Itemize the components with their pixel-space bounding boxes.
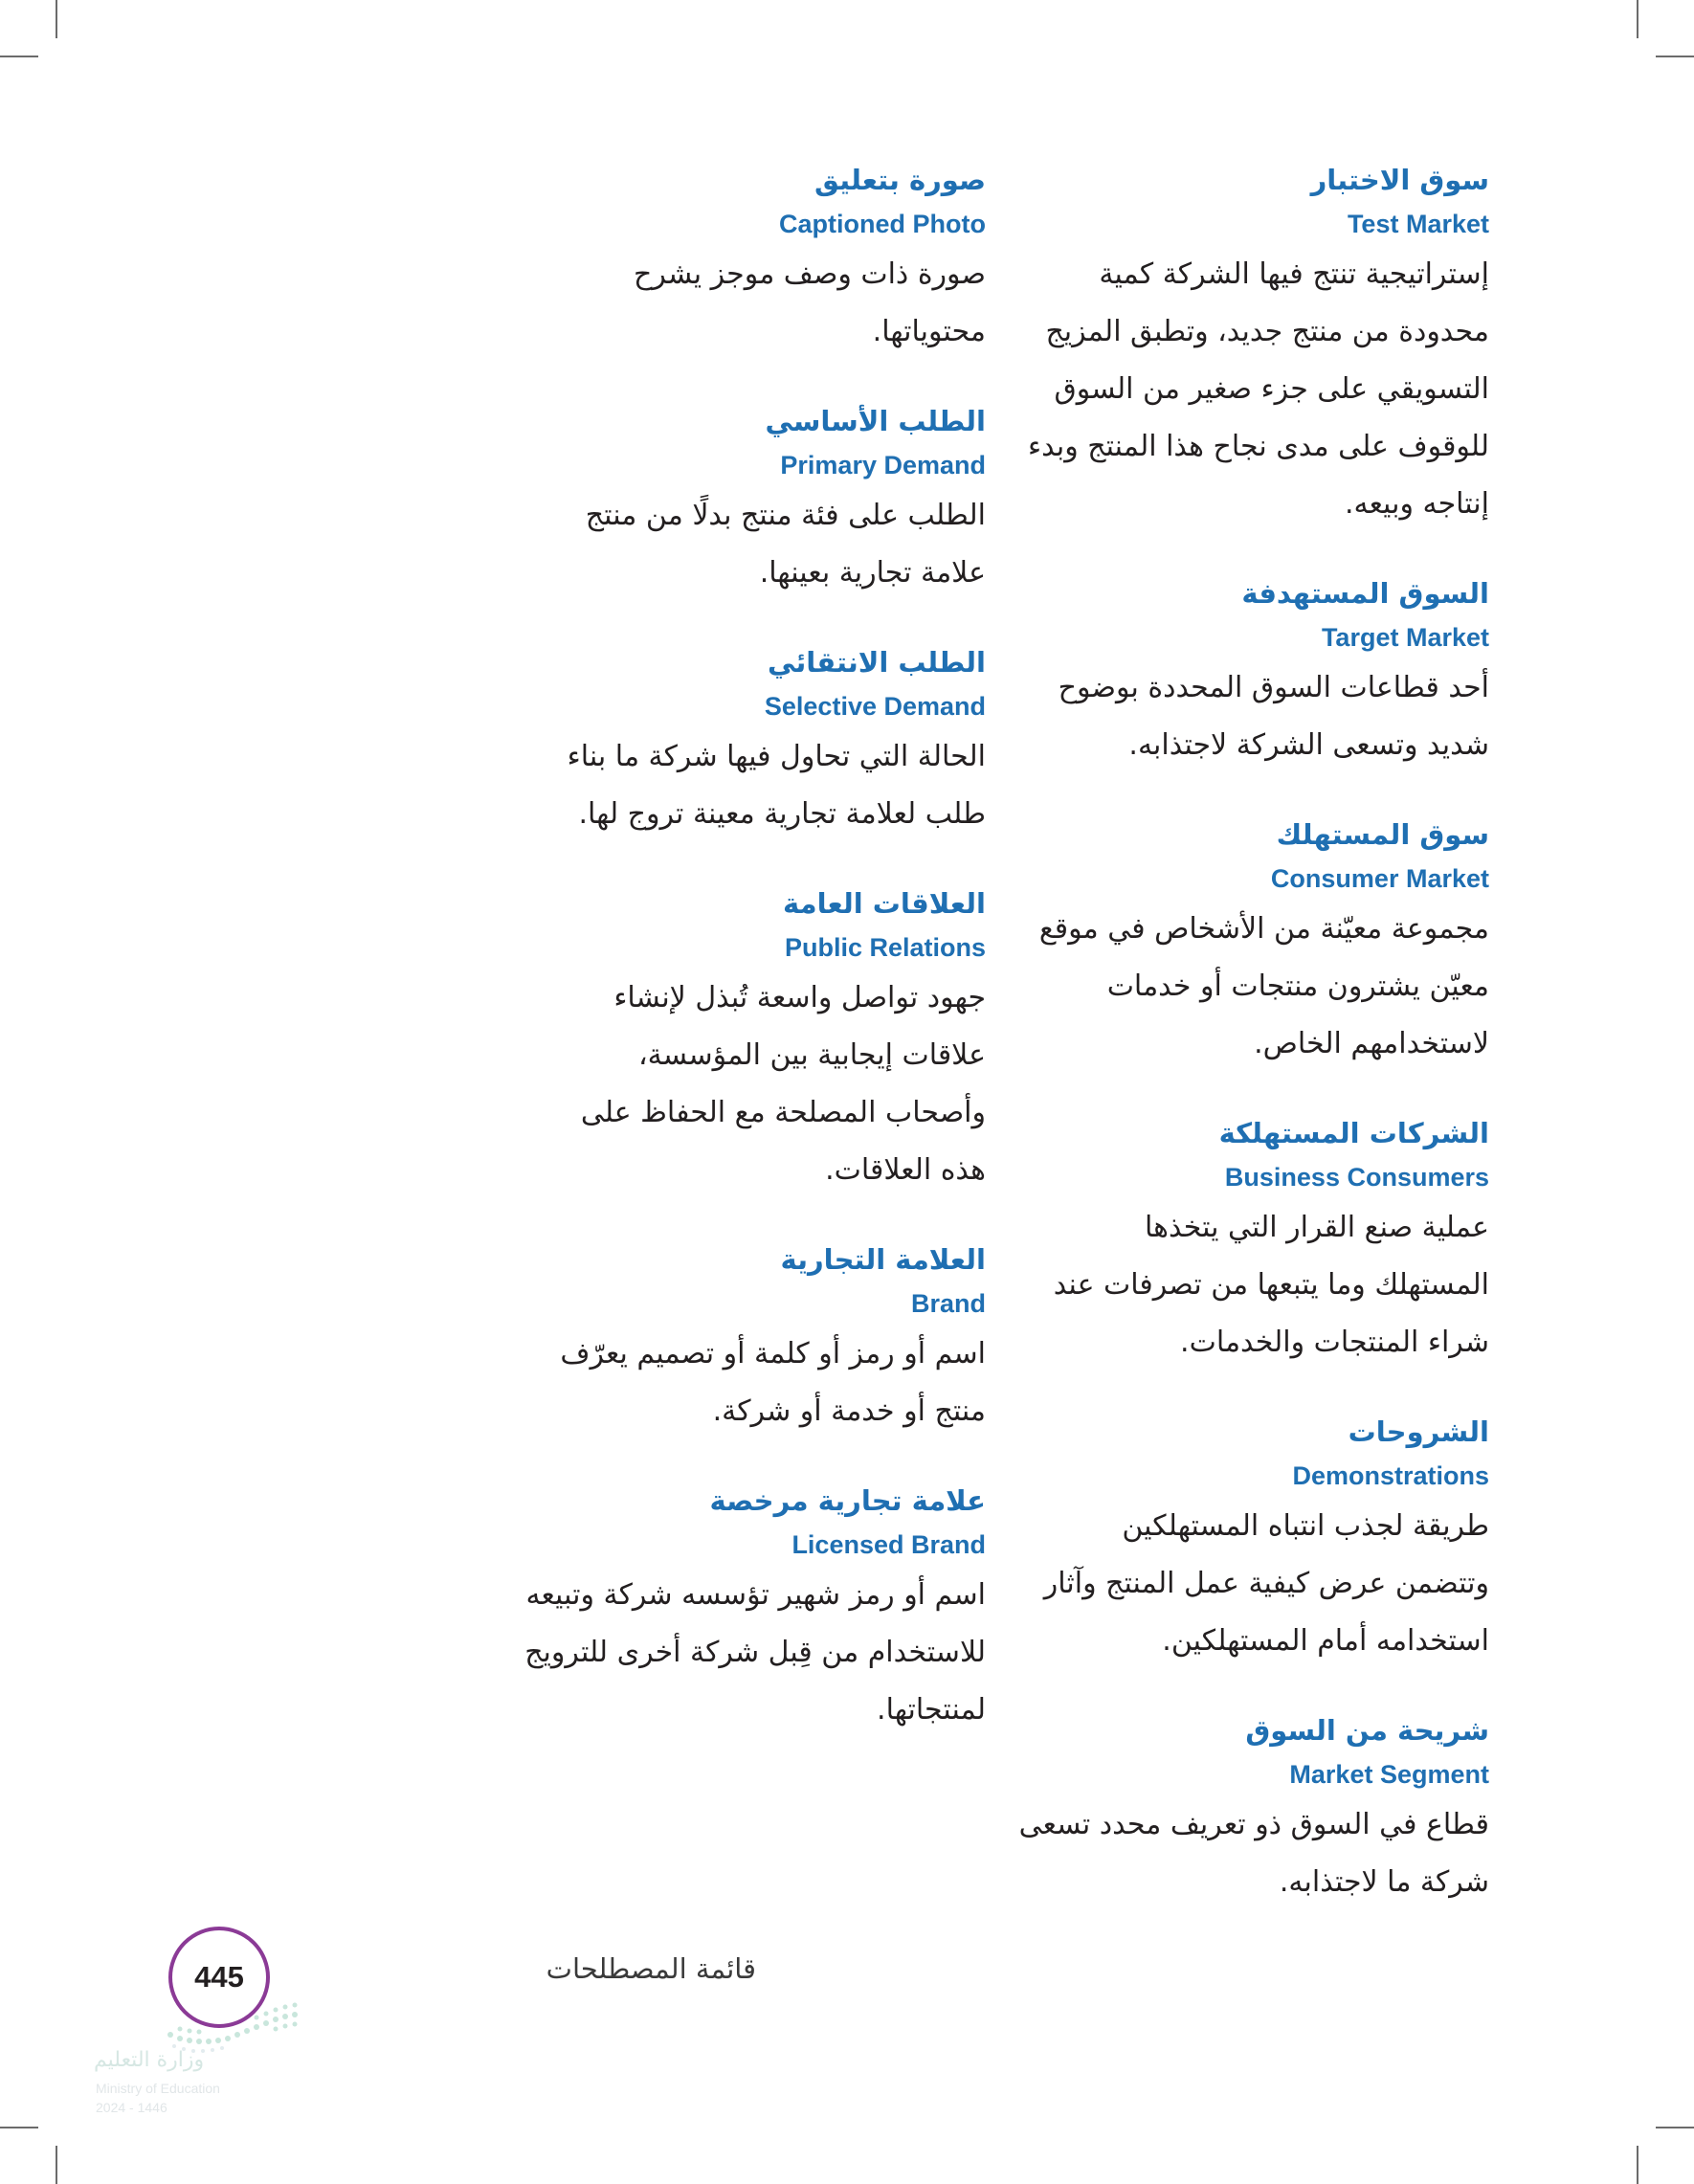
glossary-entry <box>1014 1708 1489 1911</box>
definition-line: الطلب على فئة منتج بدلًا من منتج <box>585 499 986 532</box>
crop-mark <box>56 2146 57 2184</box>
term-arabic: سوق الاختبار <box>1310 164 1489 196</box>
definition-line: لمنتجاتها. <box>877 1693 986 1727</box>
crop-mark <box>56 0 57 38</box>
term-arabic: السوق المستهدفة <box>1241 577 1489 610</box>
term-english: Public Relations <box>784 933 986 962</box>
crop-mark <box>0 2127 38 2128</box>
term-arabic: الطلب الأساسي <box>765 405 986 437</box>
definition-line: هذه العلاقات. <box>825 1153 986 1187</box>
term-english: Brand <box>910 1289 986 1318</box>
definition-line: شركة ما لاجتذابه. <box>1279 1865 1489 1899</box>
term-arabic: العلامة التجارية <box>780 1243 986 1276</box>
glossary-entry <box>1014 1410 1489 1670</box>
section-title: قائمة المصطلحات <box>546 1952 756 1985</box>
crop-mark <box>0 56 38 57</box>
definition-line: المستهلك وما يتبعها من تصرفات عند <box>1053 1268 1489 1302</box>
definition-line: صورة ذات وصف موجز يشرح <box>634 257 986 291</box>
definition-line: علامة تجارية بعينها. <box>759 556 986 590</box>
definition-line: جهود تواصل واسعة تُبذل لإنشاء <box>613 981 986 1014</box>
crop-mark <box>1656 2127 1694 2128</box>
definition-line: وتتضمن عرض كيفية عمل المنتج وآثار <box>1043 1567 1489 1600</box>
term-arabic: علامة تجارية مرخصة <box>709 1484 986 1517</box>
definition-line: منتج أو خدمة أو شركة. <box>712 1394 986 1428</box>
term-english: Consumer Market <box>1270 864 1489 893</box>
definition-line: شراء المنتجات والخدمات. <box>1180 1326 1489 1359</box>
definition-line: معيّن يشترون منتجات أو خدمات <box>1106 969 1489 1003</box>
glossary-entry <box>1014 571 1489 774</box>
definition-line: للاستخدام من قِبل شركة أخرى للترويج <box>524 1636 986 1669</box>
term-arabic: الشروحات <box>1348 1415 1489 1448</box>
term-arabic: شريحة من السوق <box>1245 1714 1489 1747</box>
crop-mark <box>1637 0 1638 38</box>
ministry-year: 2024 - 1446 <box>96 2100 167 2115</box>
definition-line: طريقة لجذب انتباه المستهلكين <box>1122 1509 1489 1543</box>
glossary-entry <box>498 1479 986 1739</box>
glossary-entry <box>498 399 986 602</box>
definition-line: لاستخدامهم الخاص. <box>1254 1027 1489 1060</box>
term-arabic: صورة بتعليق <box>814 164 986 196</box>
definition-line: علاقات إيجابية بين المؤسسة، <box>637 1038 986 1072</box>
ministry-name: Ministry of Education <box>96 2081 220 2096</box>
definition-line: إنتاجه وبيعه. <box>1344 487 1489 521</box>
definition-line: وأصحاب المصلحة مع الحفاظ على <box>580 1096 986 1129</box>
definition-line: قطاع في السوق ذو تعريف محدد تسعى <box>1018 1808 1489 1841</box>
term-english: Business Consumers <box>1224 1163 1489 1192</box>
term-english: Selective Demand <box>764 692 986 721</box>
definition-line: أحد قطاعات السوق المحددة بوضوح <box>1058 671 1489 704</box>
crop-mark <box>1637 2146 1638 2184</box>
glossary-entry <box>1014 1111 1489 1371</box>
page-number: 445 <box>168 1927 270 2028</box>
definition-line: إستراتيجية تنتج فيها الشركة كمية <box>1099 257 1489 291</box>
definition-line: طلب لعلامة تجارية معينة تروج لها. <box>578 797 986 831</box>
term-arabic: العلاقات العامة <box>783 887 986 920</box>
glossary-entry <box>498 158 986 361</box>
glossary-entry <box>498 640 986 843</box>
glossary-entry <box>498 1237 986 1440</box>
glossary-entry <box>1014 813 1489 1073</box>
definition-line: التسويقي على جزء صغير من السوق <box>1054 372 1489 406</box>
glossary-column-left <box>498 158 986 1777</box>
term-english: Target Market <box>1321 623 1489 652</box>
definition-line: مجموعة معيّنة من الأشخاص في موقع <box>1038 912 1489 946</box>
definition-line: محتوياتها. <box>872 315 986 348</box>
term-english: Primary Demand <box>780 451 986 479</box>
term-arabic: الشركات المستهلكة <box>1218 1117 1489 1149</box>
definition-line: اسم أو رمز شهير تؤسسه شركة وتبيعه <box>525 1578 986 1612</box>
definition-line: عملية صنع القرار التي يتخذها <box>1145 1211 1489 1244</box>
crop-mark <box>1656 56 1694 57</box>
term-english: Licensed Brand <box>791 1530 986 1559</box>
term-english: Demonstrations <box>1292 1461 1489 1490</box>
term-english: Captioned Photo <box>779 210 986 238</box>
definition-line: محدودة من منتج جديد، وتطبق المزيج <box>1045 315 1489 348</box>
term-english: Test Market <box>1347 210 1489 238</box>
glossary-entry <box>1014 158 1489 533</box>
term-english: Market Segment <box>1289 1760 1489 1789</box>
definition-line: للوقوف على مدى نجاح هذا المنتج وبدء <box>1028 430 1489 463</box>
glossary-entry <box>498 881 986 1199</box>
ministry-logo-arabic: وزارة التعليم <box>94 2048 205 2072</box>
term-arabic: سوق المستهلك <box>1276 818 1489 851</box>
definition-line: الحالة التي تحاول فيها شركة ما بناء <box>567 740 986 773</box>
glossary-column-right <box>1014 158 1489 1950</box>
definition-line: شديد وتسعى الشركة لاجتذابه. <box>1128 728 1489 762</box>
definition-line: استخدامه أمام المستهلكين. <box>1162 1624 1489 1658</box>
definition-line: اسم أو رمز أو كلمة أو تصميم يعرّف <box>560 1337 986 1371</box>
term-arabic: الطلب الانتقائي <box>768 646 986 679</box>
ministry-logo-english <box>96 2079 220 2117</box>
